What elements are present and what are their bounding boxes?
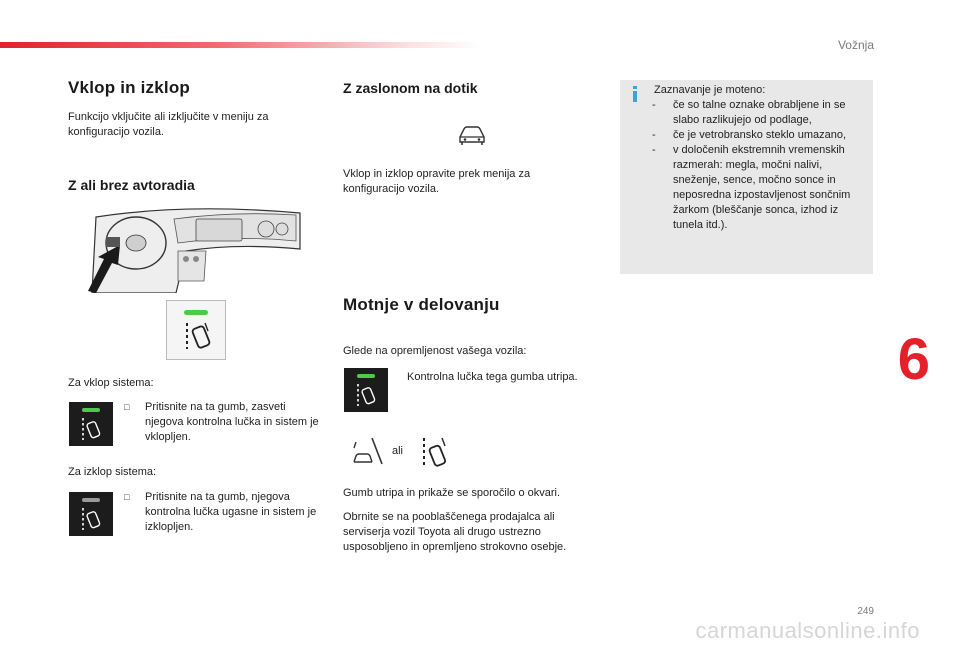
enable-text: Pritisnite na ta gumb, zasveti njegova kontrolna lučka in sistem je vklopljen. [145,401,319,443]
page-number: 249 [857,606,874,617]
or-text: ali [392,445,404,457]
button-lamp-blinking-icon [344,368,388,412]
enable-label: Za vklop sistema: [68,377,154,389]
disable-label: Za izklop sistema: [68,466,157,478]
touchscreen-text: Vklop in izklop opravite prek menija za konfiguracijo vozila. [343,168,531,195]
disable-text: Pritisnite na ta gumb, njegova kontrolna lučka ugasne in sistem je izklopljen. [145,491,317,533]
info-dash: - [652,129,656,141]
dashboard-illustration [86,205,304,293]
malfunction-title: Motnje v delovanju [343,295,500,314]
lane-departure-icon [350,436,384,466]
info-item-text: če je vetrobransko steklo umazano, [673,129,847,141]
button-lamp-off-icon [69,492,113,536]
info-dash: - [652,99,656,111]
lane-assist-icon [418,436,450,470]
touchscreen-title: Z zaslonom na dotik [343,80,478,96]
info-list-item [652,128,868,143]
checkbox-bullet-icon: □ [124,492,130,502]
lamp-text: Kontrolna lučka tega gumba utripa. [407,371,578,383]
info-dash: - [652,144,656,156]
lane-button-illustration [166,300,226,360]
subtitle-radio: Z ali brez avtoradia [68,177,195,193]
checkbox-bullet-icon: □ [124,402,130,412]
watermark: carmanualsonline.info [695,618,920,643]
chapter-number: 6 [897,327,930,392]
header-accent-bar [0,42,480,48]
button-lamp-on-icon [69,402,113,446]
info-icon [630,86,640,102]
info-heading: Zaznavanje je moteno: [654,84,766,96]
info-item-text: če so talne oznake obrabljene in se slabo razlikujejo od podlage, [673,99,846,126]
info-item-text: v določenih ekstremnih vremenskih razmerah: megla, močni nalivi, sneženje, sence, močno sonce in neposredna izpostavljenost sončnim žarkom (bleščanje sonca, izhod iz tunela itd.). [673,144,851,231]
car-settings-icon [456,124,488,146]
blink-text: Gumb utripa in prikaže se sporočilo o okvari. [343,487,561,499]
intro-text: Funkcijo vključite ali izključite v meniju za konfiguracijo vozila. [68,111,269,138]
equipment-text: Glede na opremljenost vašega vozila: [343,345,527,357]
section-label: Vožnja [837,38,874,52]
info-list-item [652,143,868,233]
info-list-item [652,98,868,128]
page-title: Vklop in izklop [68,78,191,97]
dealer-text: Obrnite se na pooblaščenega prodajalca ali serviserja vozil Toyota ali drugo ustrezno usposobljeno in opremljeno strokovno osebje. [343,511,567,553]
info-content [652,83,868,233]
